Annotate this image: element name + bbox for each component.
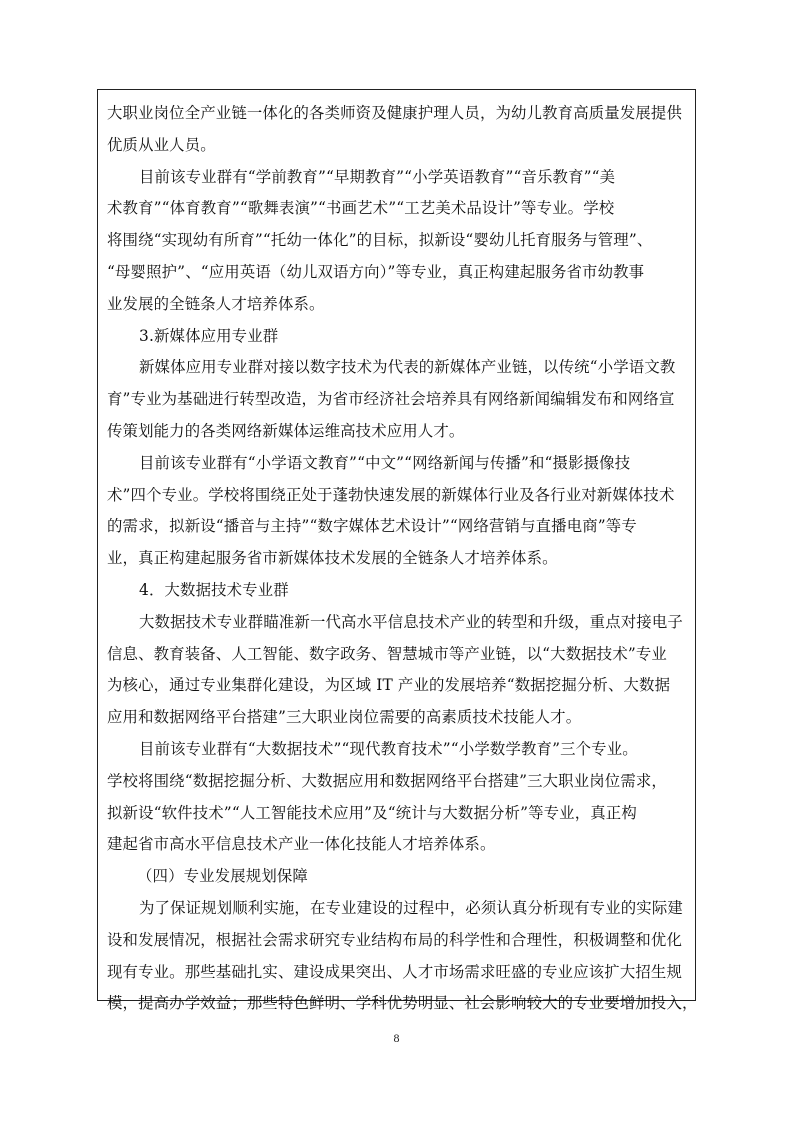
text-line: 设和发展情况，根据社会需求研究专业结构布局的科学性和合理性，积极调整和优化	[107, 930, 683, 949]
text-line: 现有专业。那些基础扎实、建设成果突出、人才市场需求旺盛的专业应该扩大招生规	[107, 962, 683, 981]
document-body	[107, 98, 698, 1020]
paragraph-start: 目前该专业群有“大数据技术”“现代教育技术”“小学数学教育”三个专业。	[139, 739, 638, 758]
text-line: “母婴照护”、“应用英语（幼儿双语方向）”等专业，真正构建起服务省市幼教事	[107, 262, 645, 281]
text-line: 传策划能力的各类网络新媒体运维高技术应用人才。	[107, 421, 465, 440]
text-line: 的需求，拟新设“播音与主持”“数字媒体艺术设计”“网络营销与直播电商”等专	[107, 517, 637, 536]
text-line: 术教育”“体育教育”“歌舞表演”“书画艺术”“工艺美术品设计”等专业。学校	[107, 199, 615, 218]
text-line: 信息、教育装备、人工智能、数字政务、智慧城市等产业链，以“大数据技术”专业	[107, 644, 667, 663]
section-heading: 3.新媒体应用专业群	[139, 326, 279, 345]
text-line: 优质从业人员。	[107, 135, 216, 154]
text-line: 拟新设“软件技术”“人工智能技术应用”及“统计与大数据分析”等专业，真正构	[107, 803, 637, 822]
text-line: 大职业岗位全产业链一体化的各类师资及健康护理人员，为幼儿教育高质量发展提供	[107, 104, 683, 122]
text-line: 术”四个专业。学校将围绕正处于蓬勃快速发展的新媒体行业及各行业对新媒体技术	[107, 485, 675, 504]
text-line: 学校将围绕“数据挖掘分析、大数据应用和数据网络平台搭建”三大职业岗位需求，	[107, 771, 667, 790]
text-line: 应用和数据网络平台搭建”三大职业岗位需要的高素质技术技能人才。	[107, 708, 582, 727]
text-line: 建起省市高水平信息技术产业一体化技能人才培养体系。	[107, 835, 496, 854]
text-line: 业发展的全链条人才培养体系。	[107, 294, 325, 313]
text-line: 将围绕“实现幼有所育”“托幼一体化”的目标，拟新设“婴幼儿托育服务与管理”、	[107, 231, 653, 250]
paragraph-start: 目前该专业群有“学前教育”“早期教育”“小学英语教育”“音乐教育”“美	[139, 167, 616, 186]
page-number: 8	[393, 1031, 400, 1045]
text-line: 育”专业为基础进行转型改造，为省市经济社会培养具有网络新闻编辑发布和网络宣	[107, 390, 675, 409]
section-heading: （四）专业发展规划保障	[137, 867, 308, 886]
paragraph-start: 为了保证规划顺利实施，在专业建设的过程中，必须认真分析现有专业的实际建	[139, 898, 683, 917]
text-line: 模，提高办学效益；那些特色鲜明、学科优势明显、社会影响较大的专业要增加投入，	[107, 994, 698, 1013]
paragraph-start: 目前该专业群有“小学语文教育”“中文”“网络新闻与传播”和“摄影摄像技	[139, 453, 631, 472]
paragraph-start: 大数据技术专业群瞄准新一代高水平信息技术产业的转型和升级，重点对接电子	[139, 612, 683, 631]
paragraph-start: 新媒体应用专业群对接以数字技术为代表的新媒体产业链，以传统“小学语文教	[139, 358, 676, 377]
text-line: 为核心，通过专业集群化建设，为区域 IT 产业的发展培养“数据挖掘分析、大数据	[107, 676, 671, 695]
content-frame	[97, 89, 698, 1013]
section-heading: 4．大数据技术专业群	[139, 580, 289, 599]
text-line: 业，真正构建起服务省市新媒体技术发展的全链条人才培养体系。	[107, 549, 558, 568]
